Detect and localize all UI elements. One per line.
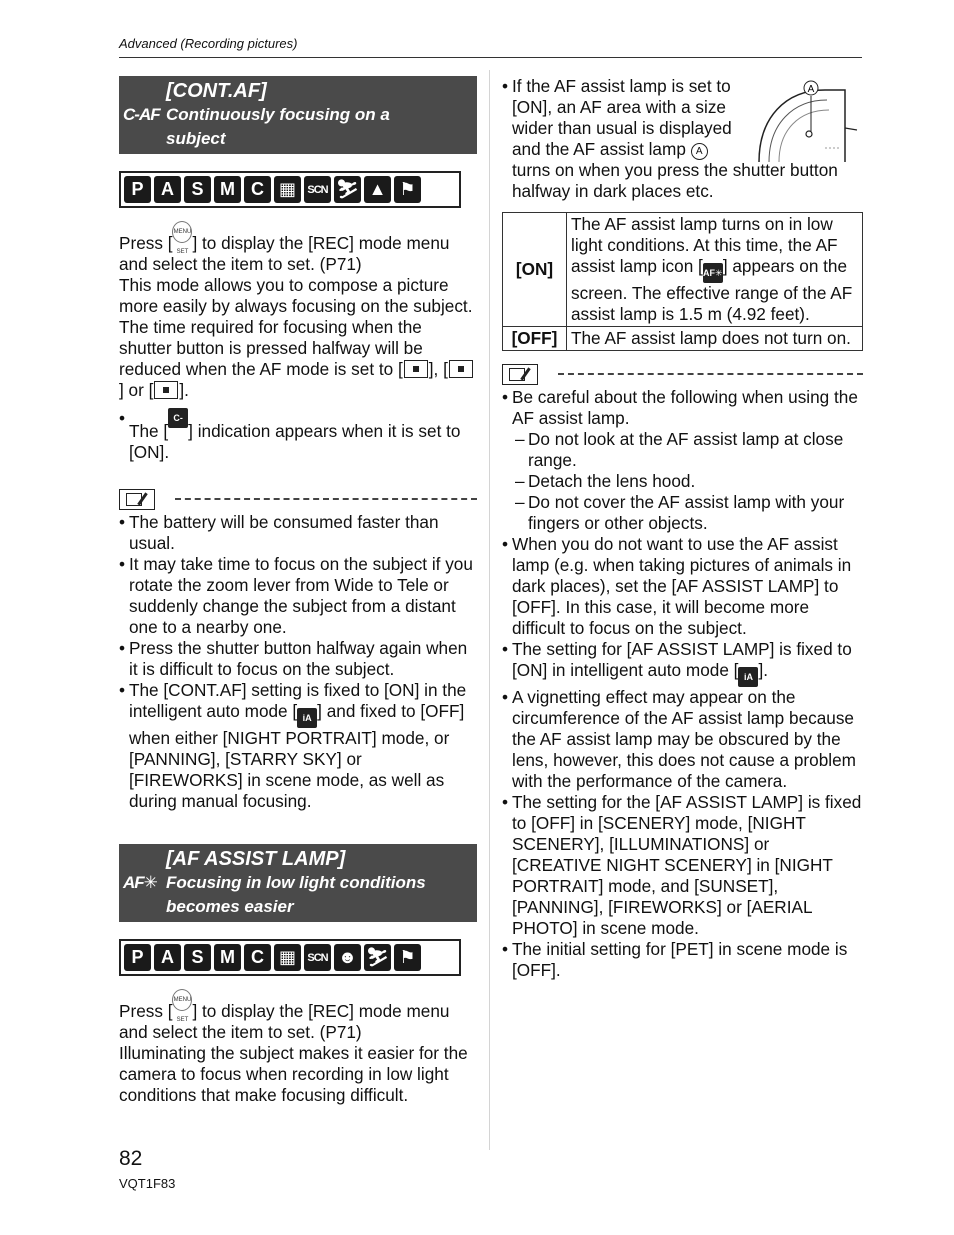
mode-motion-picture-icon: ▦ — [274, 944, 301, 971]
cont-af-press-instruction: Press [MENU SET ] to display the [REC] mode menu and select the item to set. (P71) — [119, 221, 477, 275]
af-spot-icon — [154, 381, 178, 399]
list-item: • Press the shutter button halfway again when it is difficult to focus on the subject. — [119, 638, 477, 680]
list-item: • It may take time to focus on the subject if you rotate the zoom lever from Wide to Tele or suddenly change the subject from a distant one to a nearby one. — [119, 554, 477, 638]
mode-p-icon: P — [124, 176, 151, 203]
list-item: • Be careful about the following when using the AF assist lamp. – Do not look at the AF assist lamp at close range. – Detach the lens hood. – Do not cover the AF assist lamp with your fingers or other objects. — [502, 387, 863, 534]
mode-c-icon: C — [244, 176, 271, 203]
table-value: The AF assist lamp does not turn on. — [567, 327, 863, 351]
mode-sports-icon: ⛷ — [334, 176, 361, 203]
header-text: Advanced (Recording pictures) — [119, 36, 298, 51]
lamp-intro — [502, 76, 863, 202]
callout-a-label: A — [807, 84, 815, 95]
cont-af-subtitle-line1: Continuously focusing on a — [166, 105, 390, 124]
table-row — [503, 213, 863, 327]
list-item: • A vignetting effect may appear on the circumference of the AF assist lamp because the AF assist lamp may be obscured by the lens, however, this does not cause a problem with the performance of the camera. — [502, 687, 863, 792]
cont-af-small-icon: C-AF — [168, 408, 188, 428]
table-key: [ON] — [503, 213, 567, 327]
menu-set-icon: MENU SET — [172, 221, 192, 243]
cont-af-subtitle-line2: subject — [166, 129, 226, 148]
af-assist-title: [AF ASSIST LAMP] — [166, 848, 346, 870]
lamp-intro-list — [502, 76, 863, 202]
mode-m-icon: M — [214, 944, 241, 971]
intelligent-auto-icon: iA — [297, 708, 317, 728]
af-assist-lamp-table — [502, 212, 863, 351]
document-code: VQT1F83 — [119, 1176, 176, 1191]
page-header — [119, 36, 862, 58]
column-divider — [489, 70, 490, 1150]
marker-a-icon: A — [691, 143, 708, 160]
mode-m-icon: M — [214, 176, 241, 203]
mode-my-scene-icon: ⚑ — [394, 176, 421, 203]
right-notes — [502, 387, 863, 981]
list-item: • If the AF assist lamp is set to [ON], an AF area with a size wider than usual is displayed and the AF assist lamp A turns on when you press the shutter button halfway in dark places etc. — [502, 76, 863, 202]
page-number: 82 — [119, 1147, 143, 1170]
mode-a-icon: A — [154, 944, 181, 971]
dashed-line — [558, 373, 863, 375]
mode-scn-icon: SCN — [304, 944, 331, 971]
note-icon — [502, 364, 538, 385]
table-key: [OFF] — [503, 327, 567, 351]
list-item: • The setting for the [AF ASSIST LAMP] is fixed to [OFF] in [SCENERY] mode, [NIGHT SCENERY], [ILLUMINATIONS] or [CREATIVE NIGHT SCENERY] in [NIGHT PORTRAIT] mode, and [SUNSET], [PANNING], [FIREWORKS] or [AERIAL PHOTO] in scene mode. — [502, 792, 863, 939]
cont-af-title: [CONT.AF] — [166, 80, 267, 102]
right-column — [502, 76, 863, 981]
list-item: • The [C-AF ] indication appears when it is set to [ON]. — [119, 408, 477, 463]
mode-sports-icon: ⛷ — [364, 944, 391, 971]
menu-set-icon: MENU SET — [172, 989, 192, 1011]
list-item: – Detach the lens hood. — [515, 471, 863, 492]
af-assist-body: Illuminating the subject makes it easier for the camera to focus when recording in low light conditions that make focusing difficult. — [119, 1043, 468, 1105]
mode-my-scene-icon: ⚑ — [394, 944, 421, 971]
intelligent-auto-icon: iA — [738, 667, 758, 687]
note-icon — [119, 489, 155, 510]
af-9-area-icon — [404, 360, 428, 378]
cont-af-time-text: The time required for focusing when the shutter button is pressed halfway will be reduced when the AF mode is set to [ ], [] or [ ]. — [119, 317, 477, 401]
af-assist-lamp-icon: AF✳ — [703, 263, 723, 283]
af-assist-mode-strip — [119, 939, 461, 976]
note-divider — [502, 363, 863, 385]
mode-motion-picture-icon: ▦ — [274, 176, 301, 203]
mode-a-icon: A — [154, 176, 181, 203]
cont-af-mode-strip — [119, 171, 461, 208]
careful-list — [502, 429, 863, 534]
note-divider — [119, 488, 477, 510]
table-value: The AF assist lamp turns on in low light conditions. At this time, the AF assist lamp icon [AF✳] appears on the screen. The effective range of the AF assist lamp is 1.5 m (4.92 feet). — [567, 213, 863, 327]
mode-s-icon: S — [184, 944, 211, 971]
cont-af-body: This mode allows you to compose a picture more easily by always focusing on the subject. — [119, 275, 473, 316]
cont-af-notes — [119, 512, 477, 812]
list-item: • The [CONT.AF] setting is fixed to [ON] in the intelligent auto mode [ iA ] and fixed to [OFF] when either [NIGHT PORTRAIT] mode, or [PANNING], [STARRY SKY] or [FIREWORKS] in scene mode, as well as during manual focusing. — [119, 680, 477, 812]
left-column — [119, 76, 477, 1106]
table-row — [503, 327, 863, 351]
list-item: • The initial setting for [PET] in scene mode is [OFF]. — [502, 939, 863, 981]
list-item: • When you do not want to use the AF assist lamp (e.g. when taking pictures of animals in dark places), set the [AF ASSIST LAMP] to [OFF]. In this case, it will become more difficult to focus on the subject. — [502, 534, 863, 639]
mode-c-icon: C — [244, 944, 271, 971]
dashed-line — [175, 498, 477, 500]
af-assist-subtitle-line1: Focusing in low light conditions — [166, 873, 426, 892]
list-item: • The setting for [AF ASSIST LAMP] is fixed to [ON] in intelligent auto mode [ iA ]. — [502, 639, 863, 687]
list-item: – Do not look at the AF assist lamp at close range. — [515, 429, 863, 471]
af-assist-icon: AF✳ — [123, 873, 157, 892]
af-assist-subtitle-line2: becomes easier — [166, 897, 294, 916]
list-item: • The battery will be consumed faster than usual. — [119, 512, 477, 554]
mode-portrait-icon: ☻ — [334, 944, 361, 971]
af-1-area-icon — [449, 360, 473, 378]
cont-af-icon: C-AF — [123, 105, 160, 124]
mode-scenery-icon: ▲ — [364, 176, 391, 203]
mode-scn-icon: SCN — [304, 176, 331, 203]
cont-af-indication-list — [119, 408, 477, 463]
mode-s-icon: S — [184, 176, 211, 203]
mode-p-icon: P — [124, 944, 151, 971]
af-assist-press-instruction: Press [MENU SET ] to display the [REC] mode menu and select the item to set. (P71) — [119, 989, 477, 1043]
cont-af-header — [119, 76, 477, 154]
list-item: – Do not cover the AF assist lamp with your fingers or other objects. — [515, 492, 863, 534]
af-assist-header — [119, 844, 477, 922]
